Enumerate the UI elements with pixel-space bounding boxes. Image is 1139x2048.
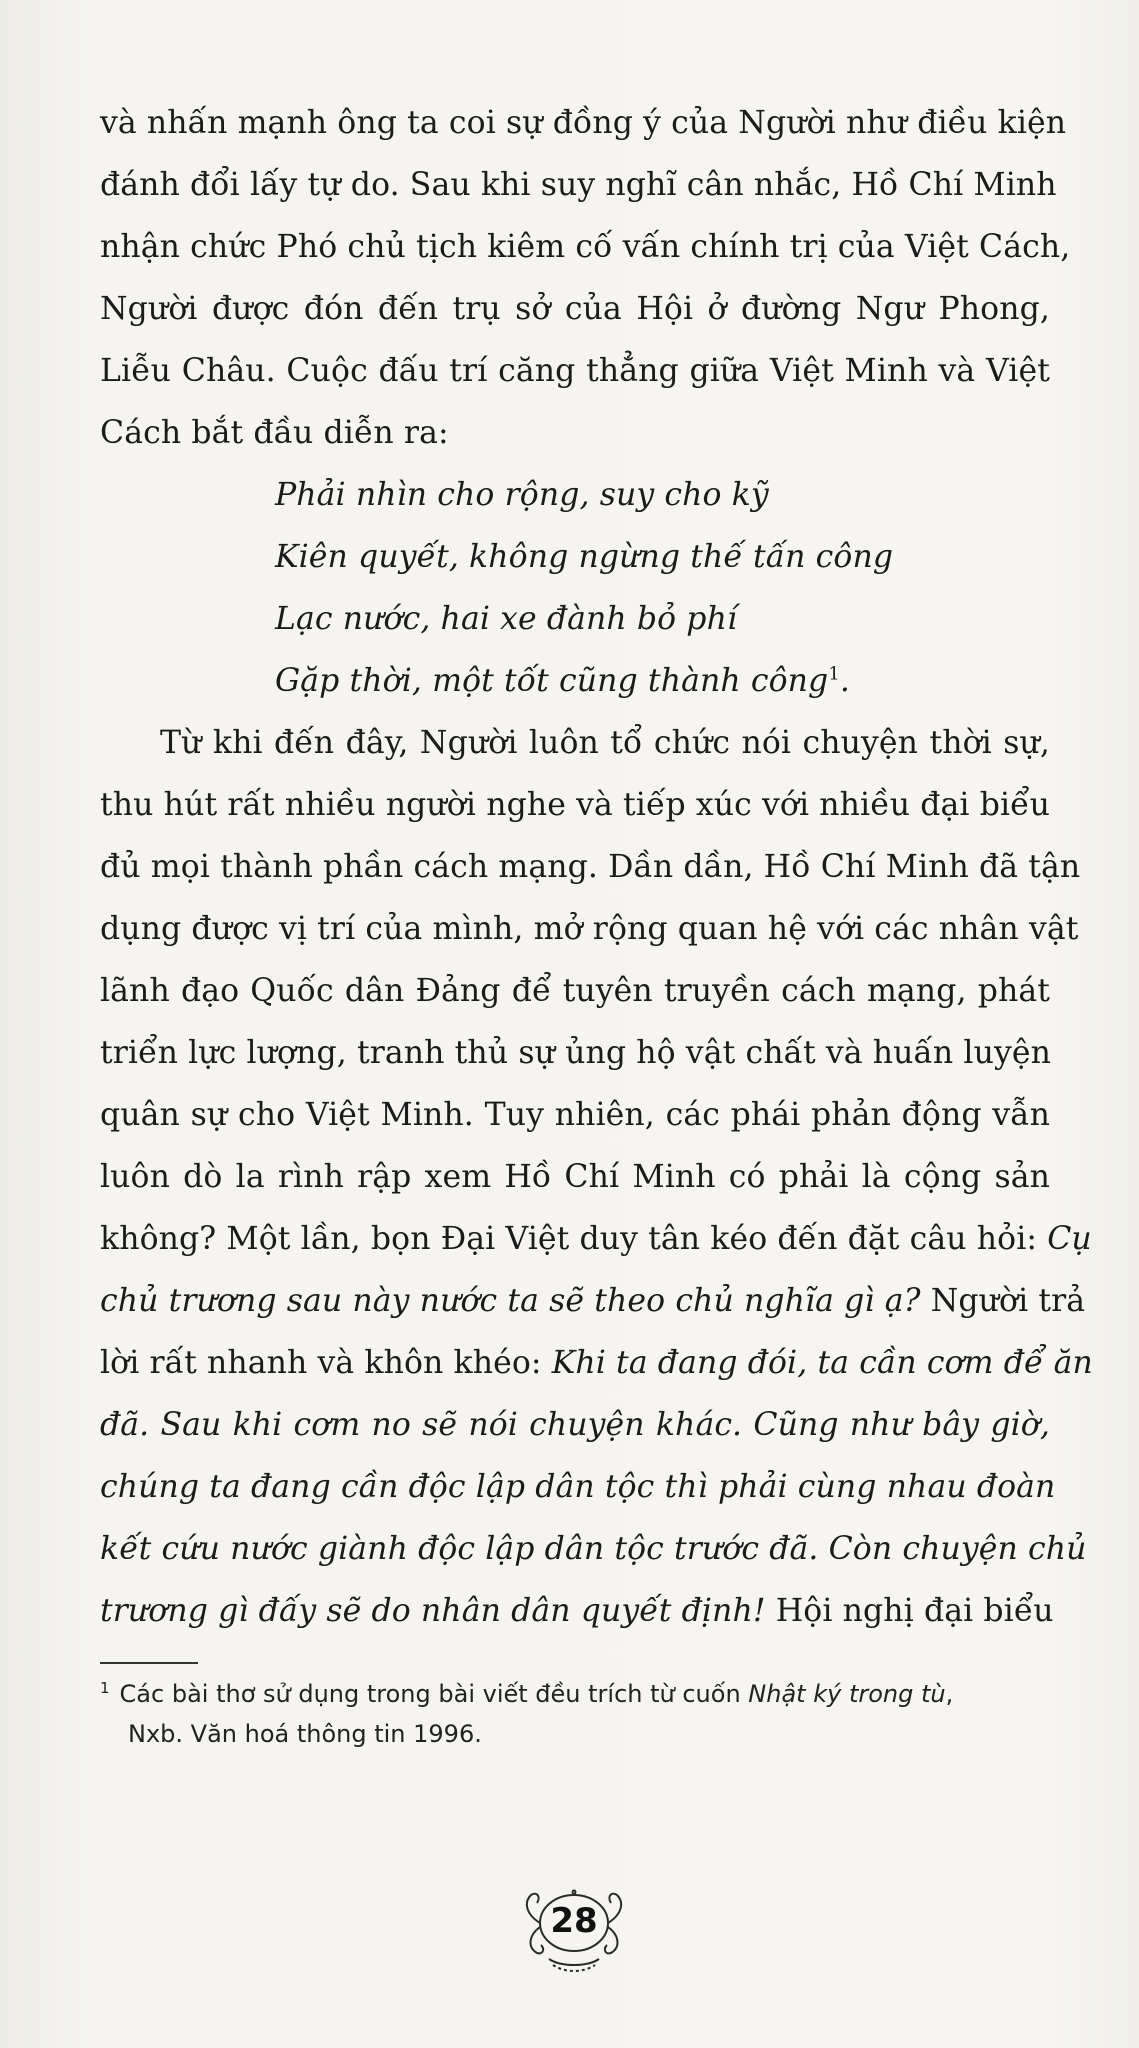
plain-text: lời rất nhanh và khôn khéo: xyxy=(100,1345,552,1381)
paragraph-1 xyxy=(100,92,1071,464)
poem-end-punct: . xyxy=(839,663,850,699)
body-text xyxy=(100,92,1093,1642)
poem-line: Phải nhìn cho rộng, suy cho kỹ xyxy=(275,477,769,513)
paragraph-line-mixed xyxy=(100,1332,1093,1394)
footnote-line xyxy=(100,1674,1060,1714)
plain-text: Người trả xyxy=(920,1283,1086,1319)
paragraph-line: Từ khi đến đây, Người luôn tổ chức nói chuyện thời sự, xyxy=(160,725,1050,761)
paragraph-line: dụng được vị trí của mình, mở rộng quan hệ với các nhân vật xyxy=(100,911,1079,947)
paragraph-line: Người được đón đến trụ sở của Hội ở đường Ngư Phong, xyxy=(100,291,1050,327)
footnote-line: Nxb. Văn hoá thông tin 1996. xyxy=(128,1720,482,1748)
paragraph-line: quân sự cho Việt Minh. Tuy nhiên, các phái phản động vẫn xyxy=(100,1097,1050,1133)
poem-line: Kiên quyết, không ngừng thế tấn công xyxy=(275,539,894,575)
footnote-number: 1 xyxy=(100,1679,110,1697)
italic-quote: chúng ta đang cần độc lập dân tộc thì phải cùng nhau đoàn xyxy=(100,1469,1056,1505)
italic-quote: chủ trương sau này nước ta sẽ theo chủ nghĩa gì ạ? xyxy=(100,1283,921,1319)
page-number-ornament xyxy=(509,1875,639,1985)
paragraph-2 xyxy=(100,712,1093,1642)
poem-block xyxy=(100,464,1050,712)
paragraph-line: lãnh đạo Quốc dân Đảng để tuyên truyền cách mạng, phát xyxy=(100,973,1050,1009)
footnote-reference: 1 xyxy=(828,663,840,685)
poem-line-text: Gặp thời, một tốt cũng thành công xyxy=(275,663,829,699)
footnote-book-title: Nhật ký trong tù xyxy=(748,1680,946,1708)
paragraph-line: đủ mọi thành phần cách mạng. Dần dần, Hồ Chí Minh đã tận xyxy=(100,849,1081,885)
italic-quote: Khi ta đang đói, ta cần cơm để ăn xyxy=(551,1345,1093,1381)
italic-quote: Cụ xyxy=(1047,1221,1092,1257)
paragraph-line: Cách bắt đầu diễn ra: xyxy=(100,415,449,451)
footnote-text: Các bài thơ sử dụng trong bài viết đều trích từ cuốn xyxy=(119,1680,749,1708)
paragraph-line: đánh đổi lấy tự do. Sau khi suy nghĩ cân nhắc, Hồ Chí Minh xyxy=(100,167,1057,203)
paragraph-line-italic xyxy=(100,1456,1056,1518)
italic-quote: đã. Sau khi cơm no sẽ nói chuyện khác. Cũng như bây giờ, xyxy=(100,1407,1050,1443)
plain-text: Hội nghị đại biểu xyxy=(765,1593,1054,1629)
italic-quote: kết cứu nước giành độc lập dân tộc trước đã. Còn chuyện chủ xyxy=(100,1531,1087,1567)
paragraph-line-mixed xyxy=(100,1270,1086,1332)
paragraph-line: và nhấn mạnh ông ta coi sự đồng ý của Người như điều kiện xyxy=(100,105,1067,141)
page-number: 28 xyxy=(550,1901,598,1941)
plain-text: không? Một lần, bọn Đại Việt duy tân kéo đến đặt câu hỏi: xyxy=(100,1221,1048,1257)
poem-line-last xyxy=(275,650,1050,712)
paragraph-line-mixed xyxy=(100,1208,1092,1270)
paragraph-line: Liễu Châu. Cuộc đấu trí căng thẳng giữa Việt Minh và Việt xyxy=(100,353,1050,389)
paragraph-line-italic xyxy=(100,1518,1087,1580)
paragraph-line: triển lực lượng, tranh thủ sự ủng hộ vật chất và huấn luyện xyxy=(100,1035,1052,1071)
paragraph-line-italic xyxy=(100,1394,1050,1456)
footnote-text: , xyxy=(945,1680,954,1708)
paragraph-line: nhận chức Phó chủ tịch kiêm cố vấn chính trị của Việt Cách, xyxy=(100,229,1071,265)
paragraph-line: thu hút rất nhiều người nghe và tiếp xúc với nhiều đại biểu xyxy=(100,787,1050,823)
footnote xyxy=(100,1674,1060,1754)
footnote-divider xyxy=(100,1662,198,1664)
italic-quote: trương gì đấy sẽ do nhân dân quyết định! xyxy=(100,1593,766,1629)
paragraph-line: luôn dò la rình rập xem Hồ Chí Minh có phải là cộng sản xyxy=(100,1159,1050,1195)
paragraph-line-mixed xyxy=(100,1580,1054,1642)
poem-line: Lạc nước, hai xe đành bỏ phí xyxy=(275,601,738,637)
